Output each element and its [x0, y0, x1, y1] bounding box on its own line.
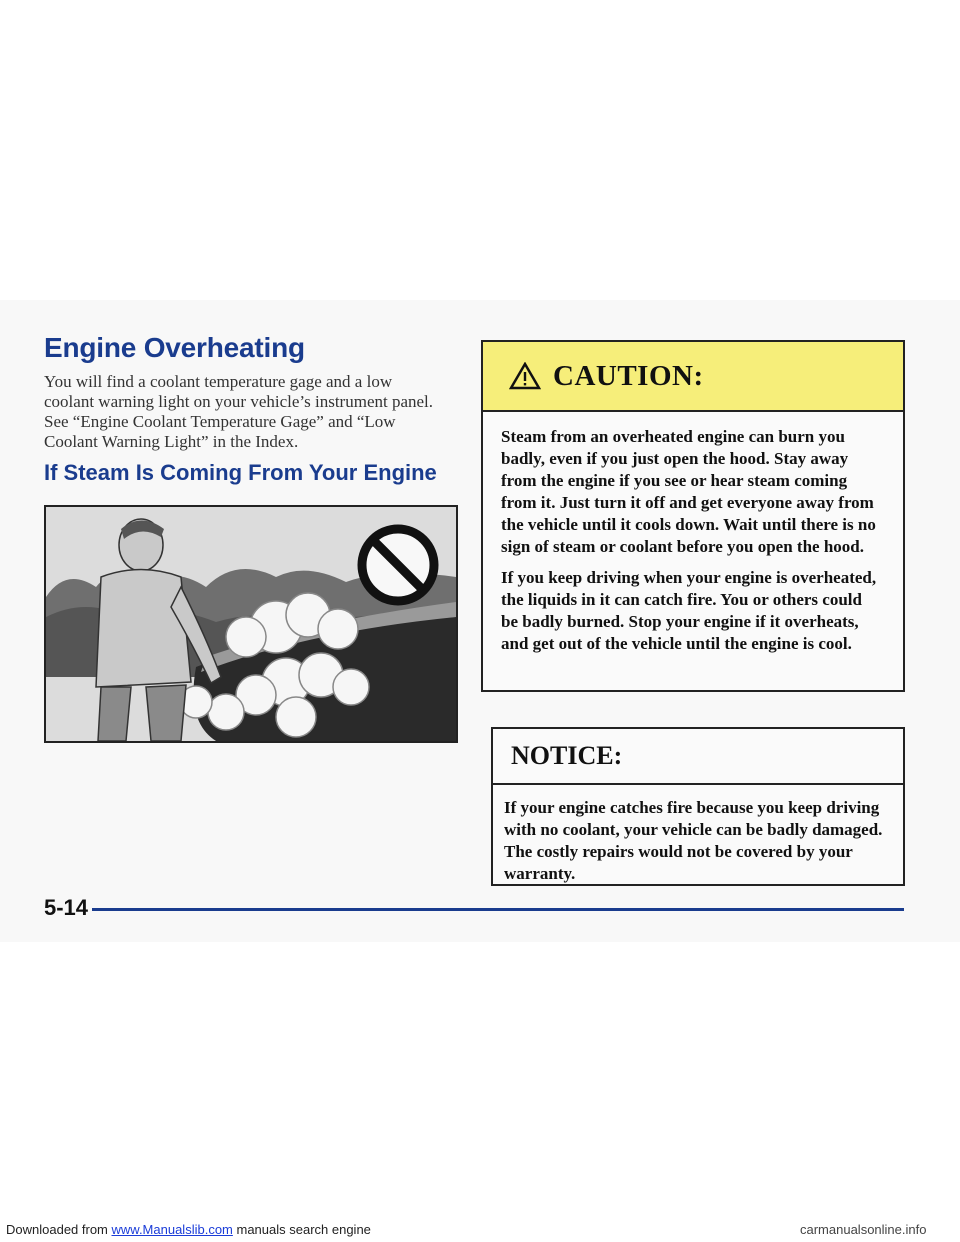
footer-suffix: manuals search engine	[232, 1222, 371, 1237]
notice-header	[493, 729, 903, 785]
caution-box	[481, 340, 905, 692]
section-title: Engine Overheating	[44, 332, 305, 363]
caution-title: CAUTION:	[553, 359, 704, 392]
subsection-title: If Steam Is Coming From Your Engine	[44, 460, 437, 485]
manualslib-link[interactable]: www.Manualslib.com	[111, 1222, 233, 1237]
watermark-text: carmanualsonline.info	[800, 1222, 927, 1237]
steam-illustration-drawing	[46, 507, 456, 741]
footer-prefix: Downloaded from	[6, 1222, 112, 1237]
footer-rule	[92, 908, 904, 911]
steam-illustration	[44, 505, 458, 743]
page-number: 5-14	[44, 895, 89, 920]
caution-header	[483, 342, 903, 412]
caution-paragraph: If you keep driving when your engine is overheated, the liquids in it can catch fire. You or others could be badly burned. Stop your engine if it overheats, and get out of the vehicle until the engine is cool.	[501, 568, 877, 653]
caution-body	[483, 412, 903, 655]
caution-paragraph: Steam from an overheated engine can burn you badly, even if you just open the hood. Stay away from the engine if you see or hear steam coming from it. Just turn it off and get everyone away from the vehicle until it cools down. Wait until there is no sign of steam or coolant before you open the hood.	[501, 427, 876, 556]
warning-triangle-icon	[509, 362, 541, 390]
notice-title: NOTICE:	[511, 741, 623, 770]
download-footer	[6, 1222, 371, 1237]
notice-paragraph: If your engine catches fire because you keep driving with no coolant, your vehicle can be badly damaged. The costly repairs would not be covered by your warranty.	[504, 798, 883, 883]
prohibition-icon	[362, 529, 434, 601]
notice-body	[493, 785, 903, 885]
section-body: You will find a coolant temperature gage and a low coolant warning light on your vehicle’s instrument panel. See “Engine Coolant Temperature Gage” and “Low Coolant Warning Light” in the Index.	[44, 372, 434, 451]
notice-box	[491, 727, 905, 886]
